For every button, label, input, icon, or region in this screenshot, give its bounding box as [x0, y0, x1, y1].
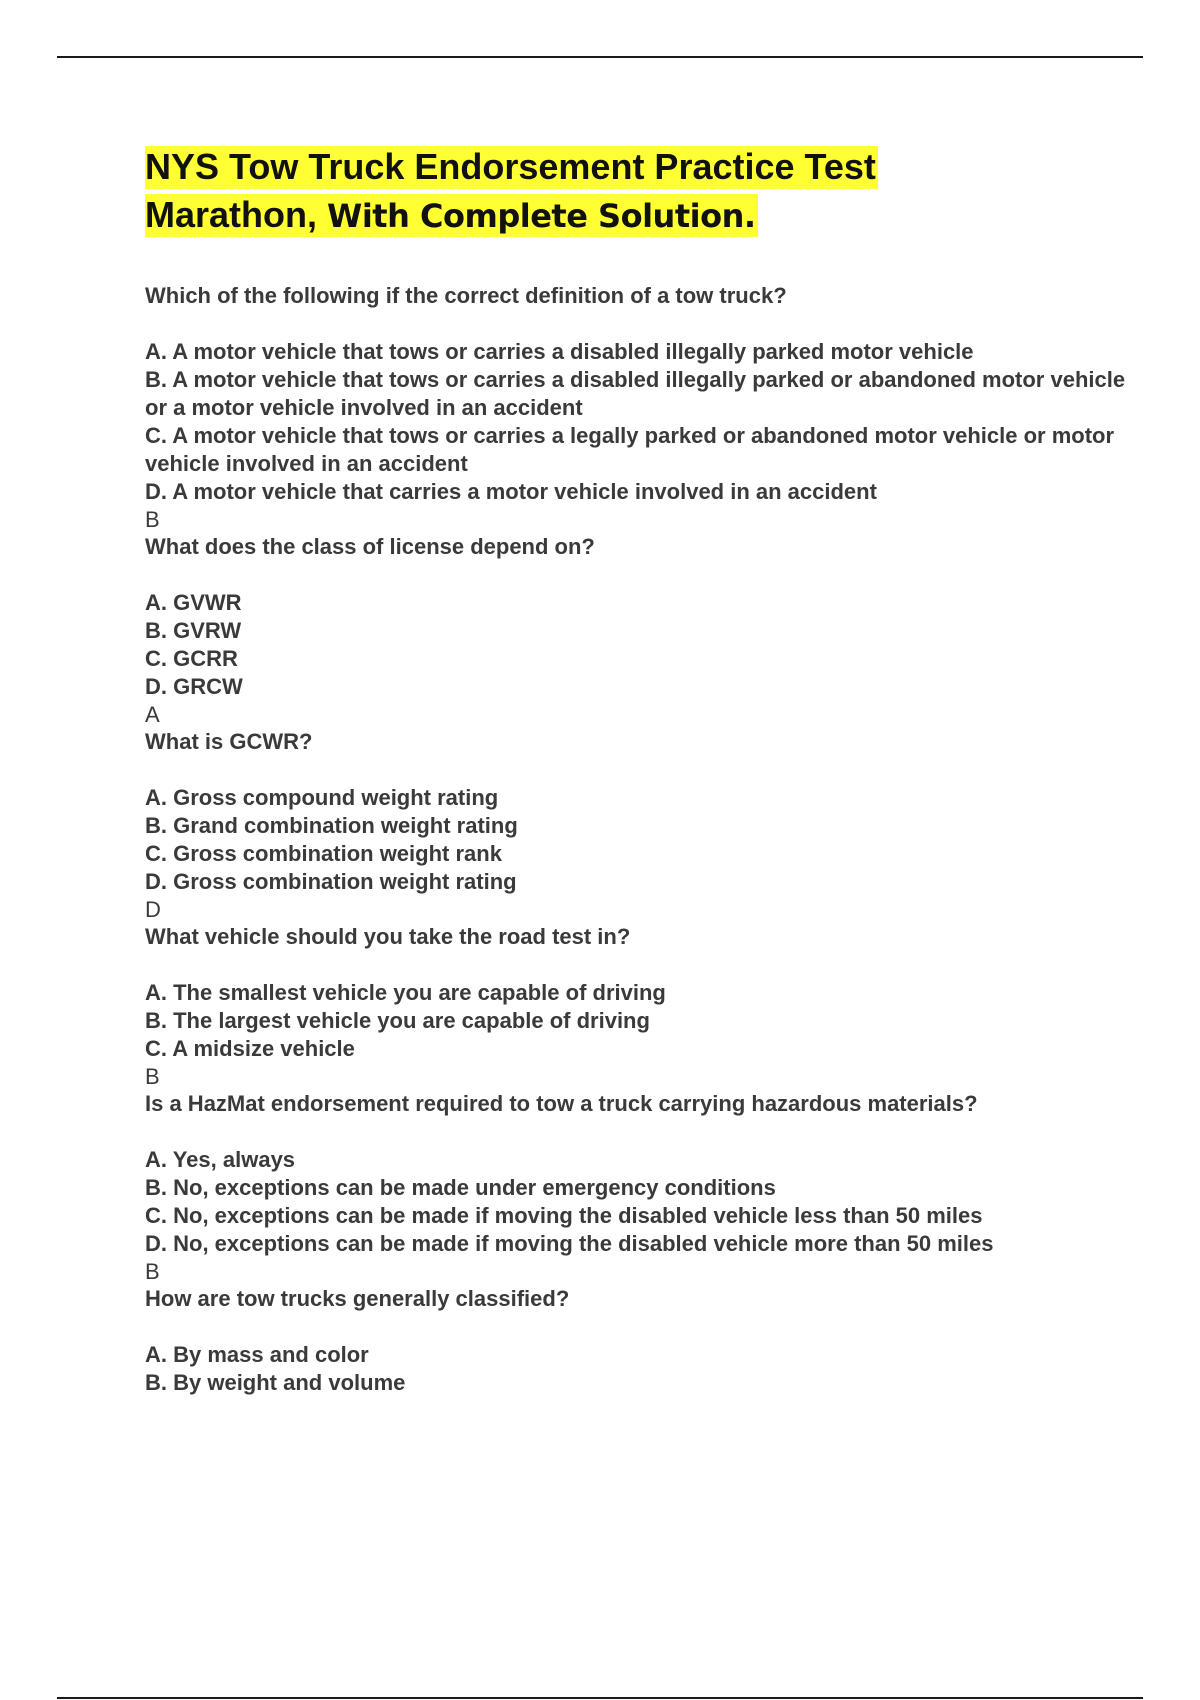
answer-option: B. By weight and volume — [145, 1370, 406, 1395]
answer-options — [145, 979, 1145, 1063]
correct-answer: A — [145, 702, 160, 727]
answer-option: C. No, exceptions can be made if moving the disabled vehicle less than 50 miles — [145, 1203, 983, 1228]
footer-rule — [57, 1697, 1143, 1699]
answer-option: D. Gross combination weight rating — [145, 869, 517, 894]
header-rule — [57, 56, 1143, 58]
answer-option: B. The largest vehicle you are capable of driving — [145, 1008, 650, 1033]
question-block — [145, 1090, 1145, 1285]
answer-option: A. By mass and color — [145, 1342, 369, 1367]
question-block — [145, 533, 1145, 728]
correct-answer: B — [145, 1259, 160, 1284]
answer-option: A. Yes, always — [145, 1147, 296, 1172]
question-text: What vehicle should you take the road test in? — [145, 924, 631, 949]
question-block — [145, 728, 1145, 923]
question-text: What does the class of license depend on? — [145, 534, 595, 559]
answer-option: B. Grand combination weight rating — [145, 813, 518, 838]
title-line-2-b: With Complete Solution. — [327, 197, 756, 235]
answer-option: D. A motor vehicle that carries a motor vehicle involved in an accident — [145, 479, 877, 504]
answer-option: B. No, exceptions can be made under emergency conditions — [145, 1175, 776, 1200]
answer-options — [145, 338, 1145, 506]
answer-option: A. Gross compound weight rating — [145, 785, 499, 810]
title-line-1: NYS Tow Truck Endorsement Practice Test — [145, 146, 876, 187]
question-text: Which of the following if the correct definition of a tow truck? — [145, 283, 787, 308]
document-title — [145, 143, 1145, 240]
title-line-2 — [145, 194, 758, 237]
answer-option: A. GVWR — [145, 590, 242, 615]
answer-option: C. A midsize vehicle — [145, 1036, 355, 1061]
correct-answer: B — [145, 1064, 160, 1089]
question-block — [145, 282, 1145, 533]
question-text: How are tow trucks generally classified? — [145, 1286, 570, 1311]
answer-option: A. The smallest vehicle you are capable of driving — [145, 980, 666, 1005]
answer-option: D. No, exceptions can be made if moving the disabled vehicle more than 50 miles — [145, 1231, 994, 1256]
answer-option: C. GCRR — [145, 646, 238, 671]
document-body — [145, 143, 1145, 1397]
title-line-2-a: Marathon, — [145, 194, 318, 235]
answer-option: A. A motor vehicle that tows or carries a disabled illegally parked motor vehicle — [145, 339, 974, 364]
answer-options — [145, 784, 1145, 896]
question-block — [145, 923, 1145, 1090]
question-text: Is a HazMat endorsement required to tow a truck carrying hazardous materials? — [145, 1091, 978, 1116]
answer-options — [145, 1146, 1145, 1258]
answer-option: B. GVRW — [145, 618, 242, 643]
correct-answer: D — [145, 897, 161, 922]
answer-options — [145, 589, 1145, 701]
answer-option: B. A motor vehicle that tows or carries a disabled illegally parked or abandoned motor vehicle or a motor vehicle involved in an accident — [145, 367, 1126, 420]
question-block — [145, 1285, 1145, 1397]
answer-options — [145, 1341, 1145, 1397]
question-list — [145, 282, 1145, 1397]
correct-answer: B — [145, 507, 160, 532]
answer-option: C. Gross combination weight rank — [145, 841, 502, 866]
answer-option: C. A motor vehicle that tows or carries a legally parked or abandoned motor vehicle or motor vehicle involved in an accident — [145, 423, 1115, 476]
question-text: What is GCWR? — [145, 729, 313, 754]
answer-option: D. GRCW — [145, 674, 243, 699]
